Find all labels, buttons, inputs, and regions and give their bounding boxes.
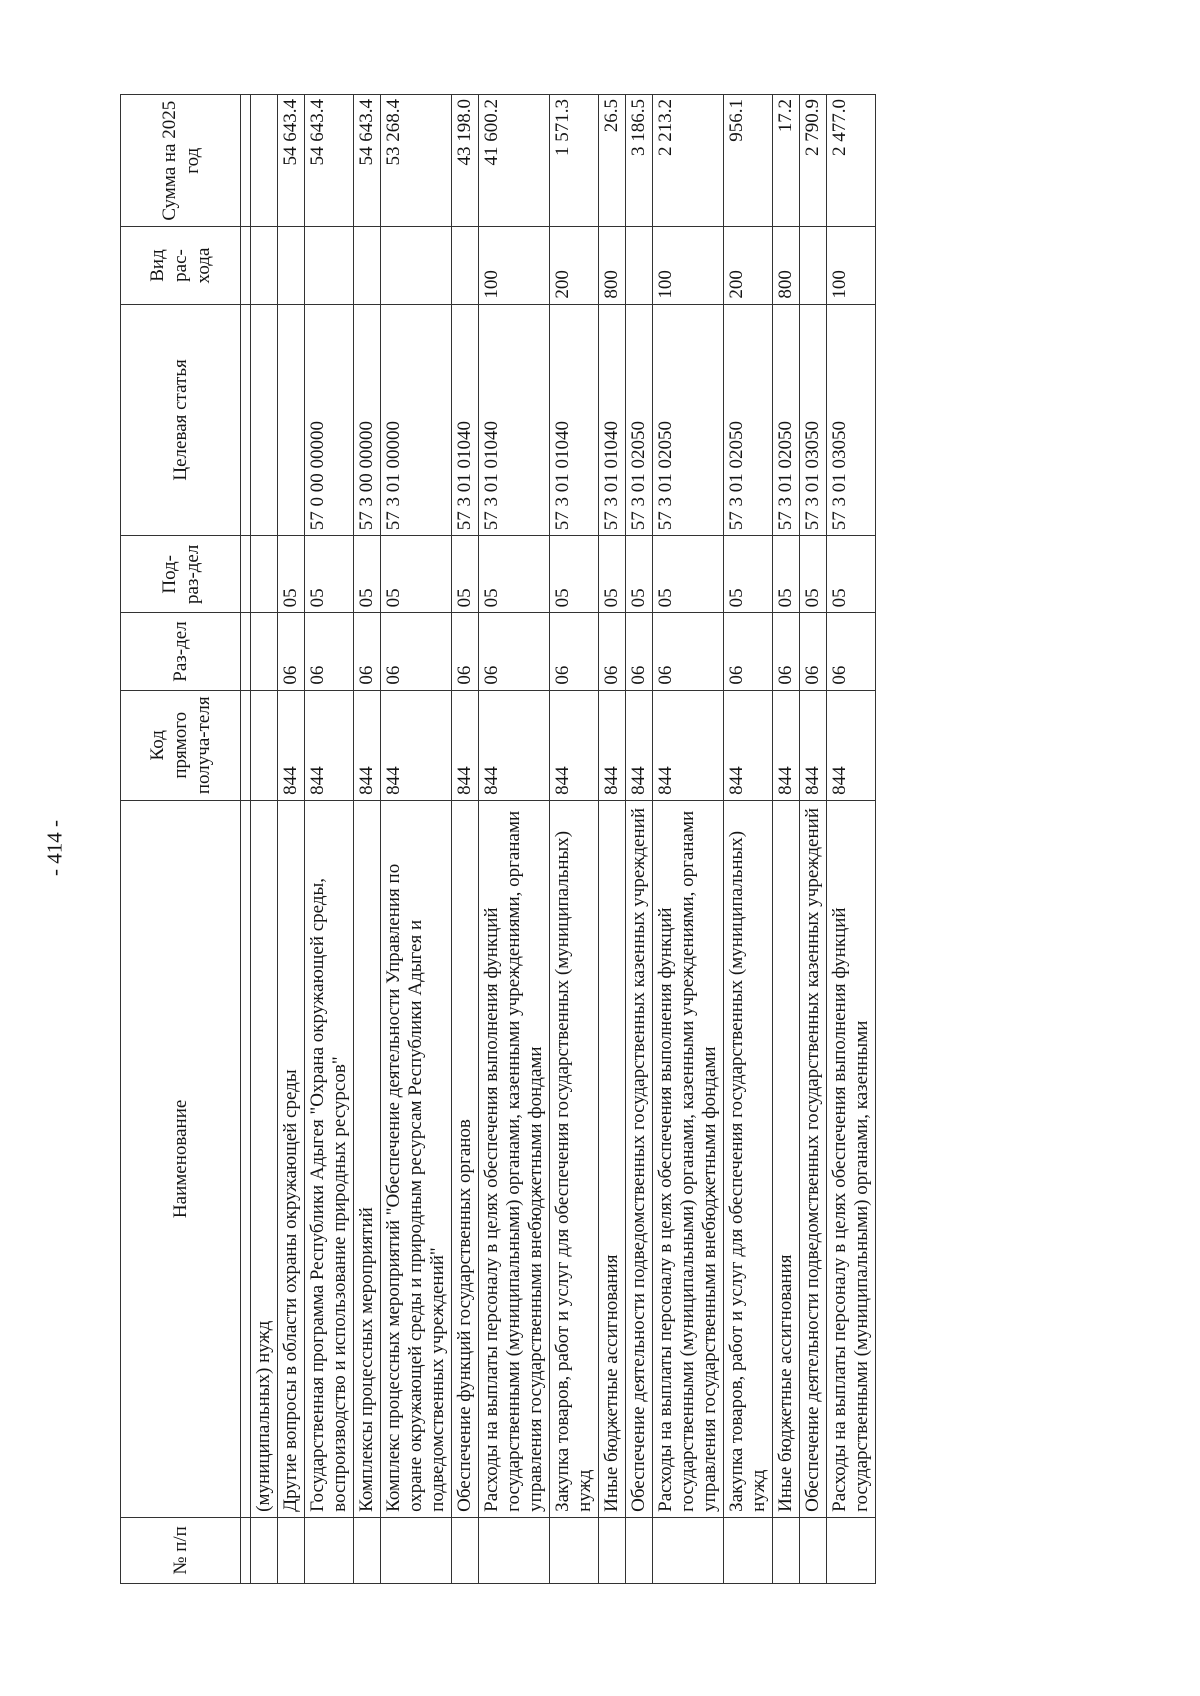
cell-subsection: 05 (599, 536, 626, 613)
cell-target (251, 304, 278, 536)
cell-target: 57 3 01 02050 (653, 304, 724, 536)
cell-subsection: 05 (550, 536, 599, 613)
cell-target: 57 3 01 01040 (479, 304, 550, 536)
header-name: Наименование (121, 800, 241, 1517)
cell-expense (241, 227, 251, 304)
cell-expense: 100 (653, 227, 724, 304)
cell-amount: 54 643.4 (278, 95, 305, 227)
cell-num (599, 1517, 626, 1583)
cell-num (381, 1517, 452, 1583)
table-row (251, 95, 278, 1584)
cell-num (773, 1517, 800, 1583)
cell-section: 06 (305, 613, 354, 690)
cell-expense (800, 227, 827, 304)
cell-name: Иные бюджетные ассигнования (599, 800, 626, 1517)
header-recipient: Код прямого получа-теля (121, 690, 241, 800)
cell-section (251, 613, 278, 690)
header-target: Целевая статья (121, 304, 241, 536)
cell-target: 57 3 01 02050 (724, 304, 773, 536)
cell-recipient: 844 (354, 690, 381, 800)
cell-name: Государственная программа Республики Адыгея "Охрана окружающей среды, воспроизводство и использование природных ресурсов" (305, 800, 354, 1517)
table-row (800, 95, 827, 1584)
cell-subsection: 05 (305, 536, 354, 613)
table-row (241, 95, 251, 1584)
cell-subsection: 05 (800, 536, 827, 613)
cell-amount: 2 213.2 (653, 95, 724, 227)
cell-section: 06 (724, 613, 773, 690)
table-row (278, 95, 305, 1584)
cell-section: 06 (550, 613, 599, 690)
cell-amount (241, 95, 251, 227)
page-number: - 414 - (42, 820, 67, 876)
cell-recipient: 844 (827, 690, 876, 800)
cell-expense: 200 (724, 227, 773, 304)
cell-amount: 43 198.0 (452, 95, 479, 227)
cell-expense (305, 227, 354, 304)
table-row (354, 95, 381, 1584)
cell-num (241, 1517, 251, 1583)
cell-num (653, 1517, 724, 1583)
cell-subsection (251, 536, 278, 613)
cell-expense: 800 (773, 227, 800, 304)
cell-name: Иные бюджетные ассигнования (773, 800, 800, 1517)
cell-recipient: 844 (550, 690, 599, 800)
cell-amount (251, 95, 278, 227)
table-row (827, 95, 876, 1584)
cell-name: Закупка товаров, работ и услуг для обеспечения государственных (муниципальных) нужд (724, 800, 773, 1517)
table-row (381, 95, 452, 1584)
cell-name (241, 800, 251, 1517)
cell-recipient: 844 (653, 690, 724, 800)
cell-recipient: 844 (626, 690, 653, 800)
cell-name: Расходы на выплаты персоналу в целях обеспечения выполнения функций государственными (муниципальными) органами, казенными учреждениями, органами управления государственными внебюджетными фондами (479, 800, 550, 1517)
cell-num (278, 1517, 305, 1583)
cell-target: 57 3 01 01040 (452, 304, 479, 536)
cell-recipient: 844 (278, 690, 305, 800)
header-expense: Вид рас-хода (121, 227, 241, 304)
cell-name: Другие вопросы в области охраны окружающей среды (278, 800, 305, 1517)
cell-recipient: 844 (305, 690, 354, 800)
cell-name: Обеспечение деятельности подведомственных государственных казенных учреждений (626, 800, 653, 1517)
cell-num (626, 1517, 653, 1583)
cell-amount: 2 477.0 (827, 95, 876, 227)
cell-section: 06 (653, 613, 724, 690)
cell-amount: 26.5 (599, 95, 626, 227)
cell-name: Комплекс процессных мероприятий "Обеспечение деятельности Управления по охране окружающей среды и природным ресурсам Республики Адыгея и подведомственных учреждений" (381, 800, 452, 1517)
header-amount: Сумма на 2025 год (121, 95, 241, 227)
cell-expense: 200 (550, 227, 599, 304)
cell-amount: 53 268.4 (381, 95, 452, 227)
cell-target: 57 0 00 00000 (305, 304, 354, 536)
cell-expense: 100 (479, 227, 550, 304)
cell-target: 57 3 01 02050 (626, 304, 653, 536)
cell-amount: 41 600.2 (479, 95, 550, 227)
cell-num (305, 1517, 354, 1583)
cell-section: 06 (827, 613, 876, 690)
cell-target: 57 3 01 01040 (599, 304, 626, 536)
cell-amount: 2 790.9 (800, 95, 827, 227)
cell-recipient (251, 690, 278, 800)
table-row (479, 95, 550, 1584)
cell-subsection: 05 (827, 536, 876, 613)
cell-recipient: 844 (452, 690, 479, 800)
cell-subsection: 05 (653, 536, 724, 613)
cell-name: Расходы на выплаты персоналу в целях обеспечения выполнения функций государственными (муниципальными) органами, казенными (827, 800, 876, 1517)
table-row (305, 95, 354, 1584)
cell-target (278, 304, 305, 536)
table-row (773, 95, 800, 1584)
cell-recipient: 844 (599, 690, 626, 800)
table-header-row (121, 95, 241, 1584)
header-num: № п/п (121, 1517, 241, 1583)
table-row (626, 95, 653, 1584)
cell-section: 06 (800, 613, 827, 690)
cell-name: Расходы на выплаты персоналу в целях обеспечения выполнения функций государственными (муниципальными) органами, казенными учреждениями, органами управления государственными внебюджетными фондами (653, 800, 724, 1517)
cell-target: 57 3 01 03050 (800, 304, 827, 536)
cell-num (800, 1517, 827, 1583)
cell-num (452, 1517, 479, 1583)
cell-subsection: 05 (724, 536, 773, 613)
cell-name: Обеспечение функций государственных органов (452, 800, 479, 1517)
cell-target: 57 3 01 01040 (550, 304, 599, 536)
cell-section: 06 (354, 613, 381, 690)
cell-expense (278, 227, 305, 304)
cell-target (241, 304, 251, 536)
cell-target: 57 3 01 02050 (773, 304, 800, 536)
budget-table (120, 94, 876, 1584)
cell-amount: 3 186.5 (626, 95, 653, 227)
cell-subsection: 05 (626, 536, 653, 613)
cell-recipient: 844 (479, 690, 550, 800)
table-body (241, 95, 876, 1584)
cell-expense (626, 227, 653, 304)
cell-expense (354, 227, 381, 304)
cell-num (827, 1517, 876, 1583)
cell-amount: 17.2 (773, 95, 800, 227)
cell-subsection (241, 536, 251, 613)
cell-section: 06 (479, 613, 550, 690)
cell-recipient: 844 (773, 690, 800, 800)
cell-expense: 100 (827, 227, 876, 304)
table-row (653, 95, 724, 1584)
cell-recipient: 844 (724, 690, 773, 800)
cell-subsection: 05 (278, 536, 305, 613)
budget-table-rotated (120, 94, 1085, 1584)
cell-target: 57 3 01 03050 (827, 304, 876, 536)
cell-target: 57 3 01 00000 (381, 304, 452, 536)
cell-subsection: 05 (773, 536, 800, 613)
cell-section (241, 613, 251, 690)
cell-name: (муниципальных) нужд (251, 800, 278, 1517)
cell-subsection: 05 (381, 536, 452, 613)
cell-expense: 800 (599, 227, 626, 304)
cell-section: 06 (452, 613, 479, 690)
header-subsection: Под-раз-дел (121, 536, 241, 613)
cell-num (354, 1517, 381, 1583)
cell-section: 06 (773, 613, 800, 690)
cell-num (251, 1517, 278, 1583)
cell-section: 06 (626, 613, 653, 690)
cell-section: 06 (278, 613, 305, 690)
cell-num (550, 1517, 599, 1583)
header-section: Раз-дел (121, 613, 241, 690)
table-row (452, 95, 479, 1584)
cell-section: 06 (381, 613, 452, 690)
cell-name: Закупка товаров, работ и услуг для обеспечения государственных (муниципальных) нужд (550, 800, 599, 1517)
cell-recipient: 844 (800, 690, 827, 800)
cell-amount: 54 643.4 (305, 95, 354, 227)
cell-amount: 54 643.4 (354, 95, 381, 227)
cell-subsection: 05 (354, 536, 381, 613)
cell-name: Обеспечение деятельности подведомственных государственных казенных учреждений (800, 800, 827, 1517)
cell-amount: 956.1 (724, 95, 773, 227)
cell-section: 06 (599, 613, 626, 690)
cell-num (724, 1517, 773, 1583)
cell-expense (381, 227, 452, 304)
cell-expense (251, 227, 278, 304)
cell-num (479, 1517, 550, 1583)
table-row (550, 95, 599, 1584)
cell-amount: 1 571.3 (550, 95, 599, 227)
cell-target: 57 3 00 00000 (354, 304, 381, 536)
cell-name: Комплексы процессных мероприятий (354, 800, 381, 1517)
cell-recipient (241, 690, 251, 800)
cell-recipient: 844 (381, 690, 452, 800)
table-row (724, 95, 773, 1584)
cell-subsection: 05 (452, 536, 479, 613)
cell-expense (452, 227, 479, 304)
table-row (599, 95, 626, 1584)
cell-subsection: 05 (479, 536, 550, 613)
